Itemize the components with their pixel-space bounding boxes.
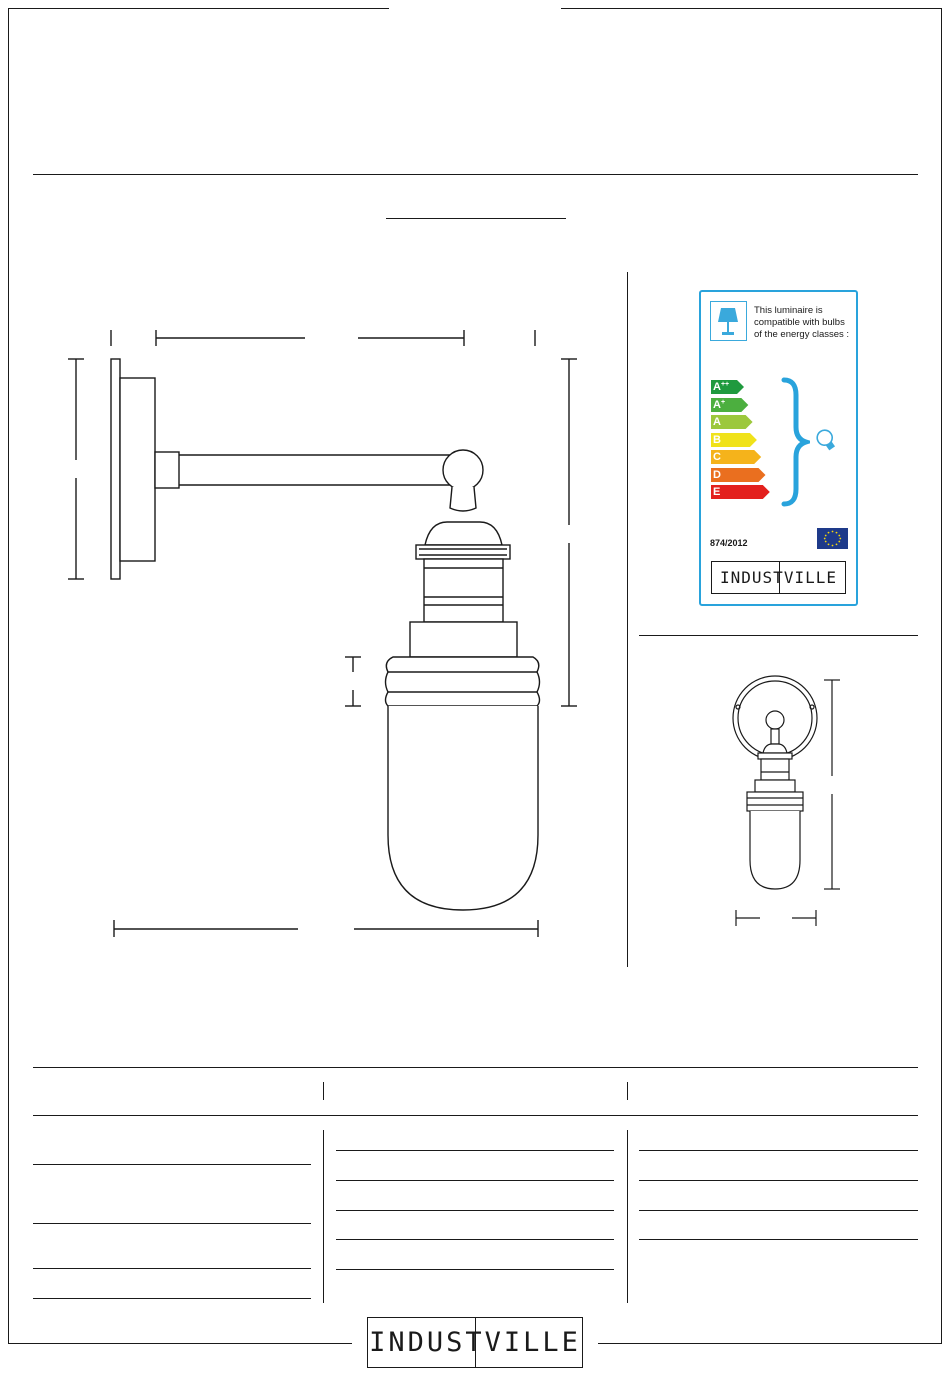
eu-flag-icon [817, 528, 848, 549]
label-brand-box [711, 561, 846, 594]
compatibility-text [754, 305, 858, 341]
front-socket-body [761, 759, 789, 780]
front-glass-shade [750, 811, 800, 889]
front-neck [747, 792, 803, 811]
compatibility-line: compatible with bulbs [754, 317, 845, 328]
energy-class-label: D [713, 468, 721, 481]
energy-class-label: B [713, 433, 721, 446]
energy-class-label: E [713, 486, 721, 498]
label-brand-text: INDUSTVILLE [720, 568, 837, 587]
footer-brand-text: INDUSTVILLE [369, 1327, 581, 1358]
footer-brand-split [475, 1318, 476, 1367]
front-knuckle [766, 711, 784, 729]
front-gallery [755, 780, 795, 792]
energy-class-label: A [713, 416, 721, 428]
energy-class-label: C [713, 451, 721, 463]
front-socket-dome [763, 744, 787, 753]
footer-brand-logo [367, 1317, 583, 1368]
compatibility-line: This luminaire is [754, 305, 823, 316]
energy-class-label: A+ [713, 398, 726, 411]
energy-class-scale [711, 380, 781, 504]
compatibility-line: of the energy classes : [754, 329, 850, 340]
lamp-icon [710, 301, 747, 341]
energy-class-label: A++ [713, 381, 730, 393]
energy-brace [780, 377, 810, 507]
front-knurl [758, 753, 792, 759]
regulation-number: 874/2012 [710, 538, 748, 548]
label-brand-split [779, 562, 780, 593]
bulb-icon [813, 426, 841, 456]
energy-label [699, 290, 858, 606]
front-stem [771, 729, 779, 744]
